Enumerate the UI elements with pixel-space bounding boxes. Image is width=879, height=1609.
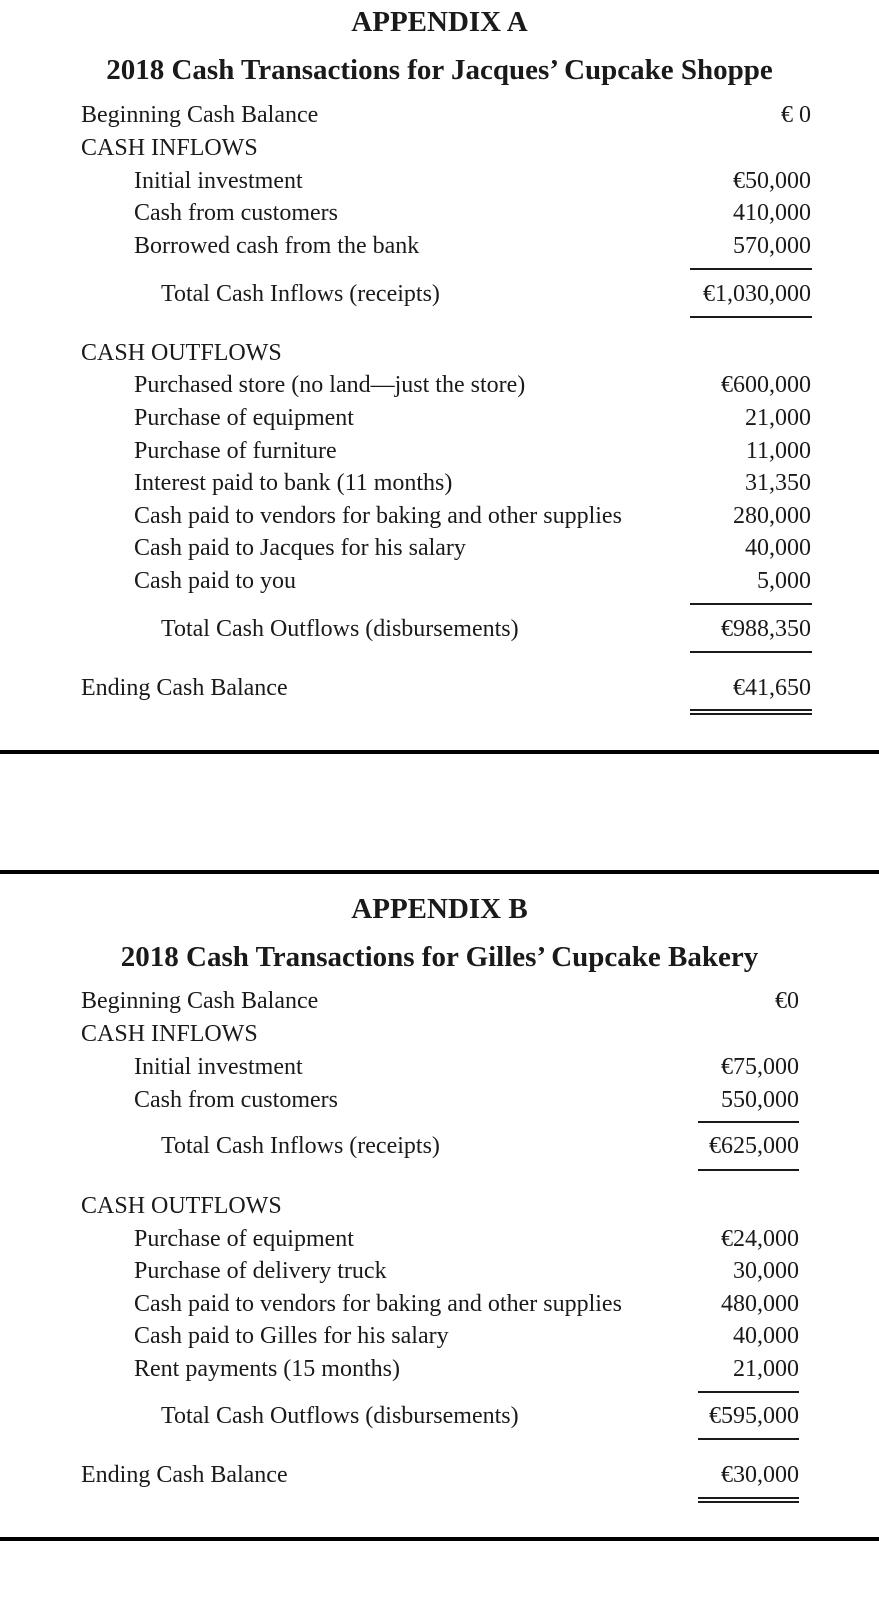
outflow-value: 40,000 xyxy=(745,535,811,561)
inflow-value: €50,000 xyxy=(733,168,811,194)
section-divider xyxy=(0,750,879,754)
outflow-value: €600,000 xyxy=(721,372,811,398)
outflow-label: Interest paid to bank (11 months) xyxy=(134,470,453,496)
total-outflows-value: €988,350 xyxy=(721,616,811,642)
subtotal-rule xyxy=(690,603,812,605)
appendix-a-heading: APPENDIX A xyxy=(351,6,528,38)
subtotal-rule xyxy=(690,268,812,270)
ending-balance-value: €30,000 xyxy=(721,1462,799,1488)
inflow-label: Borrowed cash from the bank xyxy=(134,233,420,259)
cash-inflows-header: CASH INFLOWS xyxy=(81,135,258,161)
total-inflows-value: €1,030,000 xyxy=(703,281,811,307)
total-rule xyxy=(698,1438,799,1440)
total-outflows-label: Total Cash Outflows (disbursements) xyxy=(161,616,519,642)
outflow-value: €24,000 xyxy=(721,1226,799,1252)
inflow-value: 550,000 xyxy=(721,1087,799,1113)
section-divider xyxy=(0,1537,879,1541)
outflow-value: 31,350 xyxy=(745,470,811,496)
total-inflows-label: Total Cash Inflows (receipts) xyxy=(161,1133,440,1159)
outflow-label: Purchase of equipment xyxy=(134,1226,354,1252)
outflow-label: Cash paid to you xyxy=(134,568,296,594)
section-divider xyxy=(0,870,879,874)
appendix-b-heading: APPENDIX B xyxy=(351,893,528,925)
cash-inflows-header: CASH INFLOWS xyxy=(81,1021,258,1047)
outflow-label: Purchased store (no land—just the store) xyxy=(134,372,526,398)
outflow-label: Purchase of furniture xyxy=(134,438,337,464)
ending-balance-value: €41,650 xyxy=(733,675,811,701)
outflow-label: Cash paid to Gilles for his salary xyxy=(134,1323,449,1349)
total-outflows-value: €595,000 xyxy=(709,1403,799,1429)
total-inflows-label: Total Cash Inflows (receipts) xyxy=(161,281,440,307)
outflow-value: 5,000 xyxy=(757,568,811,594)
inflow-label: Initial investment xyxy=(134,1054,303,1080)
outflow-value: 30,000 xyxy=(733,1258,799,1284)
beginning-balance-value: €0 xyxy=(775,988,799,1014)
ending-balance-label: Ending Cash Balance xyxy=(81,1462,288,1488)
total-rule xyxy=(698,1169,799,1171)
inflow-value: 570,000 xyxy=(733,233,811,259)
total-inflows-value: €625,000 xyxy=(709,1133,799,1159)
outflow-label: Cash paid to Jacques for his salary xyxy=(134,535,466,561)
outflow-label: Purchase of equipment xyxy=(134,405,354,431)
outflow-value: 40,000 xyxy=(733,1323,799,1349)
inflow-label: Cash from customers xyxy=(134,1087,338,1113)
cash-outflows-header: CASH OUTFLOWS xyxy=(81,340,282,366)
inflow-label: Initial investment xyxy=(134,168,303,194)
inflow-label: Cash from customers xyxy=(134,200,338,226)
double-underline xyxy=(690,709,812,715)
total-rule xyxy=(690,316,812,318)
ending-balance-label: Ending Cash Balance xyxy=(81,675,288,701)
total-outflows-label: Total Cash Outflows (disbursements) xyxy=(161,1403,519,1429)
appendix-b-title: 2018 Cash Transactions for Gilles’ Cupcake Bakery xyxy=(120,941,759,973)
beginning-balance-label: Beginning Cash Balance xyxy=(81,102,319,128)
outflow-label: Purchase of delivery truck xyxy=(134,1258,387,1284)
beginning-balance-value: € 0 xyxy=(781,102,811,128)
subtotal-rule xyxy=(698,1391,799,1393)
inflow-value: 410,000 xyxy=(733,200,811,226)
subtotal-rule xyxy=(698,1121,799,1123)
outflow-value: 21,000 xyxy=(733,1356,799,1382)
double-underline xyxy=(698,1497,799,1503)
outflow-value: 11,000 xyxy=(745,438,811,464)
outflow-value: 480,000 xyxy=(721,1291,799,1317)
outflow-label: Cash paid to vendors for baking and other supplies xyxy=(134,1291,622,1317)
outflow-value: 21,000 xyxy=(745,405,811,431)
appendix-a-title: 2018 Cash Transactions for Jacques’ Cupcake Shoppe xyxy=(106,54,773,86)
outflow-label: Rent payments (15 months) xyxy=(134,1356,400,1382)
outflow-value: 280,000 xyxy=(733,503,811,529)
inflow-value: €75,000 xyxy=(721,1054,799,1080)
cash-outflows-header: CASH OUTFLOWS xyxy=(81,1193,282,1219)
outflow-label: Cash paid to vendors for baking and other supplies xyxy=(134,503,622,529)
beginning-balance-label: Beginning Cash Balance xyxy=(81,988,319,1014)
total-rule xyxy=(690,651,812,653)
